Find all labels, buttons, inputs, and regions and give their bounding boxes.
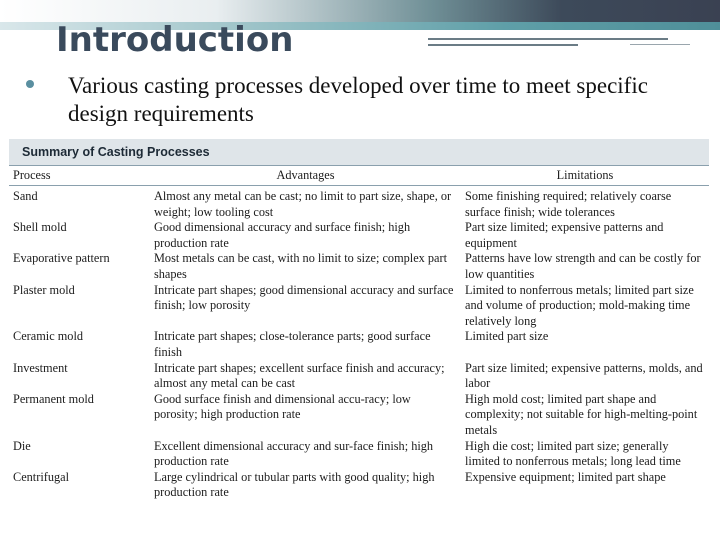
process-cell: Die bbox=[13, 438, 31, 453]
bullet-text: Various casting processes developed over time to meet specific design requirements bbox=[68, 73, 648, 126]
decorative-line bbox=[428, 44, 578, 46]
limitations-cell: High mold cost; limited part shape and complexity; not suitable for high-melting-point metals bbox=[465, 391, 698, 437]
advantages-cell: Intricate part shapes; close-tolerance parts; good surface finish bbox=[154, 329, 431, 359]
casting-processes-table bbox=[9, 139, 709, 521]
advantages-cell: Intricate part shapes; good dimensional accuracy and surface finish; low porosity bbox=[154, 282, 454, 313]
process-cell: Sand bbox=[13, 189, 38, 203]
table-row bbox=[9, 220, 709, 251]
table-grid bbox=[9, 166, 709, 501]
bullet-icon bbox=[26, 80, 34, 88]
process-cell: Shell mold bbox=[13, 220, 67, 235]
table-row bbox=[9, 283, 709, 330]
advantages-cell: Almost any metal can be cast; no limit to part size, shape, or weight; low tooling cost bbox=[154, 189, 452, 219]
column-header-process: Process bbox=[9, 166, 150, 186]
column-header-advantages: Advantages bbox=[150, 166, 461, 186]
limitations-cell: Expensive equipment; limited part shape bbox=[465, 469, 666, 484]
limitations-cell: Part size limited; expensive patterns and equipment bbox=[465, 220, 664, 250]
process-cell: Ceramic mold bbox=[13, 329, 84, 344]
process-cell: Evaporative pattern bbox=[13, 251, 110, 266]
process-cell: Plaster mold bbox=[13, 282, 75, 297]
advantages-cell: Large cylindrical or tubular parts with good quality; high production rate bbox=[154, 469, 435, 500]
decorative-line bbox=[428, 38, 668, 40]
limitations-cell: Limited part size bbox=[465, 329, 549, 344]
limitations-cell: Limited to nonferrous metals; limited part size and volume of production; mold-making time relatively long bbox=[465, 282, 694, 328]
table-row bbox=[9, 470, 709, 501]
table-header-row bbox=[9, 166, 709, 186]
limitations-cell: Part size limited; expensive patterns, molds, and labor bbox=[465, 360, 703, 391]
table-row bbox=[9, 361, 709, 392]
advantages-cell: Intricate part shapes; excellent surface finish and accuracy; almost any metal can be cast bbox=[154, 360, 445, 391]
table-row bbox=[9, 186, 709, 221]
table-row bbox=[9, 329, 709, 360]
limitations-cell: High die cost; limited part size; generally limited to nonferrous metals; long lead time bbox=[465, 438, 681, 469]
table-row bbox=[9, 392, 709, 439]
advantages-cell: Good surface finish and dimensional accu-racy; low porosity; high production rate bbox=[154, 391, 411, 422]
process-cell: Centrifugal bbox=[13, 469, 70, 484]
limitations-cell: Patterns have low strength and can be costly for low quantities bbox=[465, 251, 701, 281]
table-row bbox=[9, 251, 709, 282]
decorative-line bbox=[630, 44, 690, 45]
advantages-cell: Excellent dimensional accuracy and sur-face finish; high production rate bbox=[154, 438, 434, 469]
advantages-cell: Good dimensional accuracy and surface finish; high production rate bbox=[154, 220, 411, 250]
slide-title: Introduction bbox=[56, 20, 294, 60]
advantages-cell: Most metals can be cast, with no limit to size; complex part shapes bbox=[154, 251, 448, 281]
table-row bbox=[9, 439, 709, 470]
process-cell: Investment bbox=[13, 360, 68, 375]
column-header-limitations: Limitations bbox=[461, 166, 709, 186]
table-title: Summary of Casting Processes bbox=[9, 139, 709, 166]
process-cell: Permanent mold bbox=[13, 391, 94, 406]
limitations-cell: Some finishing required; relatively coarse surface finish; wide tolerances bbox=[465, 189, 672, 219]
